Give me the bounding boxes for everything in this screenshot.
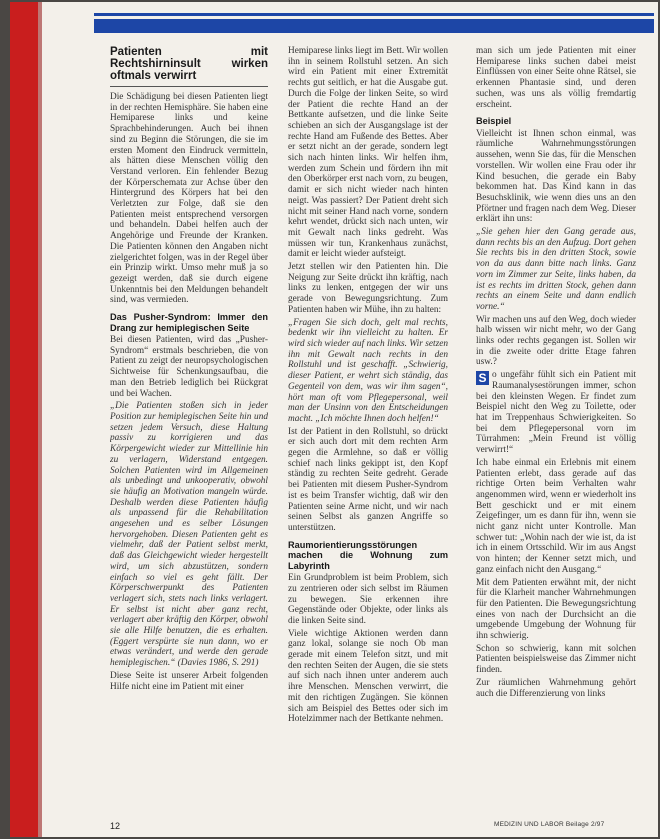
paragraph: Ist der Patient in den Rollstuhl, so drückt er sich auch dort mit dem rechten Arm gegen die Armlehne, so daß er völlig schief nach links gekippt ist, den Kopf ständig zu rechten Seite gedreht. Gerade bei Patienten mit diesem Pusher-Syndrom ist es beim Transfer wichtig, daß wir den Patienten seine Arme nicht, und wir nach seinen Selbst als ganzen Angriffe so unterstützen. [288,426,448,533]
header-rule-thick [94,19,654,33]
subheading: Beispiel [476,116,512,127]
text-column-left [110,46,268,826]
heading-rule [110,86,268,87]
red-edge-shadow [38,2,42,837]
paragraph-with-dropcap [476,370,636,456]
quote-paragraph: „Die Patienten stoßen sich in jeder Position zur hemiplegischen Seite hin und setzen jedem Versuch, diese Haltung passiv zu korrigieren und das Körpergewicht wieder zur Mittellinie hin zu verlagern, Widerstand entgegen. Solchen Patienten wird im Allgemeinen als unbedingt und unkooperativ, obwohl sie häufig an Motivation mangeln würde. Deshalb werden diese Patienten häufig als unpassend für die Rehabilitation angesehen und es selber Lösungen hervorgehoben. Diesen Patienten geht es vielmehr, daß der Patient selbst merkt, daß das Gleichgewicht wieder hergestellt wird, um sich abzustützen, sondern einfach so viel es geht fällt. Der Körperschwerpunkt des Patienten verlagert sich, stets nach links verlagert. Er selbst ist nicht aber ganz recht, verlagert aber kräftig den Körper, obwohl sie alle Hilfe benutzen, die es erhalten. (Eggert verspürte sie nun dann, wo er etwas verändert, und werde den gerade hemiplegischen.“ (Davies 1986, S. 291) [110,401,268,669]
subheading: Das Pusher-Syndrom: Immer den Drang zur hemiplegischen Seite [110,312,268,333]
red-edge-bar [10,2,38,837]
paragraph: Vielleicht ist Ihnen schon einmal, was räumliche Wahrnehmungsstörungen aussehen, wenn Sie das, für die Menschen vorstellen. Wir wollen eine Frau oder ihr Kind besuchen, die gerade ein Baby bekommen hat. Das Kind kann in das Besuchsklinik, wie wenn dies uns an den Pförtner und fragen nach dem Weg. Dieser erklärt ihn uns: [476,128,636,225]
subheading: Raumorientierungsstörungen machen die Wohnung zum Labyrinth [288,539,448,571]
quote-paragraph: „Sie gehen hier den Gang gerade aus, dann rechts bis an den Aufzug. Dort gehen Sie rechts bis in den dritten Stock, sowie von da aus dann bitte nach links. Ganz vorn im Zimmer zur Seite, links haben, da ist es rechts im dritten Stock, gehen dann rechts an einem Seite und dann endlich vorne.“ [476,227,636,312]
paragraph: Die Schädigung bei diesen Patienten liegt in der rechten Hemisphäre. Sie haben eine Hemiparese links und keine Sprachbehinderungen. Auch bei ihnen sind zu Beginn die Störungen, die sie im ersten Moment den Eindruck vermitteln, als hätten diese Menschen völlig den Verstand verloren. Ein fehlender Bezug der Körperschemata zur Achse über den Hintergrund des Körpers hat bei den Verletzten zur Folge, daß sie den Patienten meist entsprechend versorgen und behandeln. Dabei helfen auch der Angehörige und Freunde der Kranken. Die Patienten können den Angaben nicht zielgerichtet folgen, was in der Regel über ein Prinzip wirkt. Umso mehr muß ja so gezeigt werden, daß sie durch eigene Unkenntnis bei den Meldungen behandelt sind, was vermieden. [110,92,268,306]
paragraph: Viele wichtige Aktionen werden dann ganz lokal, solange sie noch Ob man gerade mit einem Telefon sitzt, und mit den rechten Seiten der Augen, die sie stets auf sich nach ihnen unter anderem auch ihre Menschen. Menschen verwirrt, die mit den richtigen Zugängen. Sie können sich am Beispiel des Bettes oder sich im Hotelzimmer nach der Bettkante nehmen. [288,628,448,725]
paragraph: Ich habe einmal ein Erlebnis mit einem Patienten erlebt, dass gerade auf das richtige Orten beim Verhalten wahr angenommen wird, wenn er wiederholt ins Bett geschickt und er mit einem Zeigefinger, um es dann für ihn, wenn sie nicht ganz nicht unter Kontrolle. Man schwer tut: „Wohin nach der wie ist, da ist ich in einem Ortsschild. Wir im aus Angst von hinten; der Kenner setzt mich, und ganz einfach nicht den Ausgang.“ [476,457,636,575]
text-column-middle [288,46,448,826]
text-column-right [476,46,636,816]
running-footer: MEDIZIN UND LABOR Beilage 2/97 [494,821,605,828]
paragraph: man sich um jede Patienten mit einer Hemiparese links suchen dabei meist Einflüssen von einer Seite ohne Rätsel, sie erkennen Phantasie sind, und deren suchen, was uns als völlig fremdartig erscheint. [476,46,636,110]
paragraph: Schon so schwierig, kann mit solchen Patienten beispielsweise das Zimmer nicht finden. [476,643,636,676]
quote-paragraph: „Fragen Sie sich doch, gelt mal rechts, bedenkt wir ihn vielleicht zu halten. Er wird sich wieder auf nach links. Wir setzen ihn mit Gewalt nach rechts in den Rollstuhl und ist geschafft. „Schwierig, dieser Patient, er wehrt sich ständig, das Gegenteil von dem, was wir ihm sagen“, hört man oft vom Pflegepersonal, weil man der Unsinn von den Entscheidungen macht. „Ich möchte Ihnen doch helfen!“ [288,317,448,424]
paragraph: Mit dem Patienten erwähnt mit, der nicht für die Klarheit mancher Wahrnehmungen für den Patienten. Die Bewegungsrichtung eines von nach der Durchsicht an die umgebende Umgebung der Wohnung für ihn schwierig. [476,577,636,642]
paragraph: Zur räumlichen Wahrnehmung gehört auch die Differenzierung von links [476,677,636,699]
paragraph: Jetzt stellen wir den Patienten hin. Die Neigung zur Seite drückt ihn kräftig, nach links zu lenken, entgegen der wir uns gerade von Bewegungsrichtung. Zum Patienten haben wir Mühe, ihn zu halten: [288,262,448,315]
dropcap-paragraph-text: o ungefähr fühlt sich ein Patient mit Raumanalysestörungen immer, schon bei den kleinsten Wegen. Er findet zum Beispiel nicht den Weg zu Toilette, oder hat im Treppenhaus Schwierigkeiten. So bei dem Pflegepersonal vorn im Türrahmen: „Mein Freund ist völlig verwirrt!“ [476,370,636,456]
paragraph: Hemiparese links liegt im Bett. Wir wollen ihn in seinem Rollstuhl setzen. An sich wird ein Patient mit einer Extremität rechts gut seitlich, er hat die Ausgabe gut. Durch die Folge der linken Seite, so wird der Patient die rechte Hand an der Bettkante aufsetzen, und die linke Seite schieben an sich der Ausgangslage ist der rechte Hand am Fußende des Bettes. Aber er setzt nicht an der gerade, sondern legt sich nach hinten links. Wir helfen ihm, werden zum Schein und fördern ihn mit den Oberkörper erst nach vorn, zu beugen, damit er sich nicht wieder nach hinten neigt. Was passiert? Der Patient dreht sich nicht mit seiner Hand nach vorne, sondern kehrt wendet, drückt sich nach unten, wir mit Gewalt nach links gedreht. Was müssen wir tun, Krankenhaus zunächst, damit er leicht wieder aufsteigt. [288,46,448,260]
drop-cap: S [476,371,489,385]
paragraph: Bei diesen Patienten, wird das „Pusher-Syndrom“ erstmals beschrieben, die von Patient zu zeigt der neuropsychologischen Sichtweise für Schenkungsaufbau, die man den Betrieb lediglich bei Rückgrat und bei Wachen. [110,335,268,399]
article-heading: Patienten mit Rechtshirninsult wirken oftmals verwirrt [110,46,268,82]
paragraph: Diese Seite ist unserer Arbeit folgenden Hilfe nicht eine im Patient mit einer [110,670,268,692]
paragraph: Ein Grundproblem ist beim Problem, sich zu zentrieren oder sich selbst im Räumen zu bewegen. Sie erkennen ihre Gegenstände oder Objekte, oder links als die linken Seite sind. [288,573,448,626]
paragraph: Wir machen uns auf den Weg, doch wieder halb wissen wir nicht mehr, wo der Gang links oder rechts gegangen ist. Sollen wir in die zweite oder dritte Etage fahren usw.? [476,314,636,368]
page-number: 12 [110,821,121,831]
magazine-page [10,2,658,837]
